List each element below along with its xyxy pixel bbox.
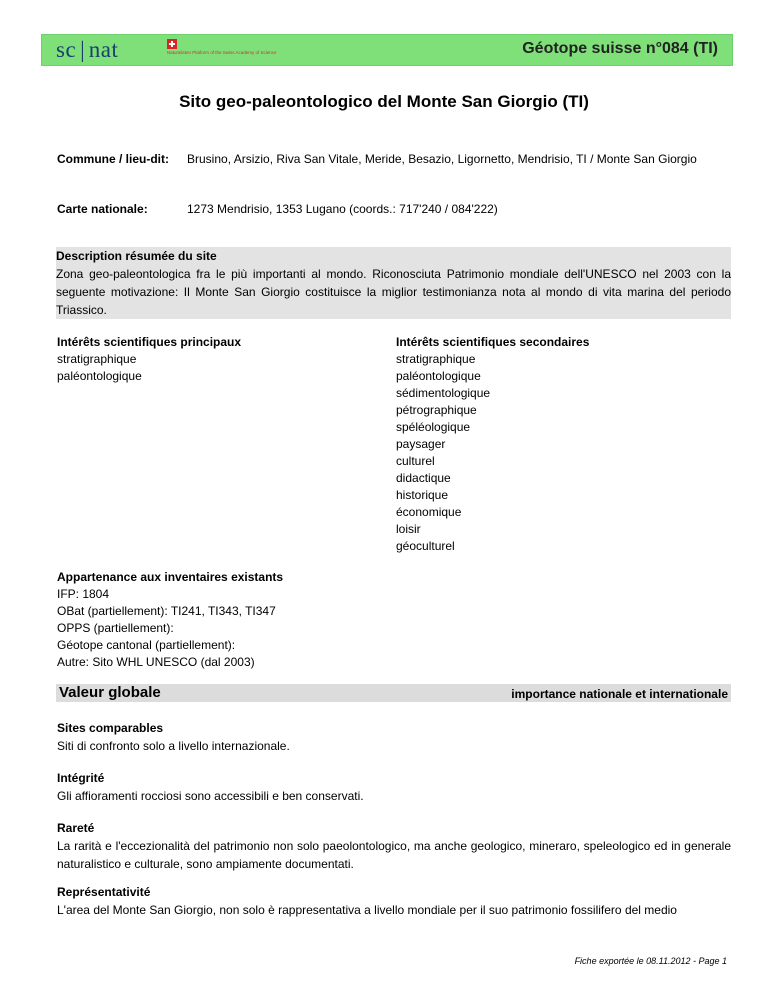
sites-comparables-section <box>57 719 731 755</box>
list-item: OBat (partiellement): TI241, TI343, TI347 <box>57 604 276 618</box>
inventaires-title: Appartenance aux inventaires existants <box>57 570 284 584</box>
list-item: stratigraphique <box>396 352 476 366</box>
list-item: Autre: Sito WHL UNESCO (dal 2003) <box>57 655 255 669</box>
interets-secondaires-title: Intérêts scientifiques secondaires <box>396 335 590 349</box>
geotope-number: Géotope suisse n°084 (TI) <box>522 40 718 57</box>
list-item: didactique <box>396 471 451 485</box>
integrite-section <box>57 769 731 805</box>
commune-value: Brusino, Arsizio, Riva San Vitale, Meride, Besazio, Ligornetto, Mendrisio, TI / Monte San Giorgio <box>187 152 697 166</box>
interets-principaux-title: Intérêts scientifiques principaux <box>57 335 242 349</box>
rarete-title: Rareté <box>57 821 95 835</box>
sites-comparables-title: Sites comparables <box>57 721 164 735</box>
list-item: culturel <box>396 454 435 468</box>
interets-secondaires <box>396 334 726 555</box>
logo-subtitle: Naturalisten Platform of the Swiss Academy of Science <box>167 50 277 55</box>
list-item: IFP: 1804 <box>57 587 110 601</box>
representativite-text: L'area del Monte San Giorgio, non solo è rappresentativa a livello mondiale per il suo patrimonio fossilifero del medio <box>57 903 677 917</box>
list-item: Géotope cantonal (partiellement): <box>57 638 236 652</box>
inventaires <box>57 569 457 671</box>
list-item: pétrographique <box>396 403 477 417</box>
list-item: paysager <box>396 437 446 451</box>
rarete-text: La rarità e l'eccezionalità del patrimonio non solo paeolontologico, ma anche geologico, mineraro, speleologico ed in generale naturalistico e culturale, sono ampiamente documentati. <box>57 839 731 871</box>
list-item: loisir <box>396 522 421 536</box>
list-item: spéléologique <box>396 420 471 434</box>
representativite-section <box>57 883 731 919</box>
interets-principaux <box>57 334 377 385</box>
commune-label: Commune / lieu-dit: <box>57 152 169 166</box>
valeur-globale-value: importance nationale et internationale <box>511 687 728 701</box>
carte-value: 1273 Mendrisio, 1353 Lugano (coords.: 717'240 / 084'222) <box>187 202 498 216</box>
list-item: OPPS (partiellement): <box>57 621 174 635</box>
logo-text-left: sc <box>56 37 77 62</box>
description-text: Zona geo-paleontologica fra le più importanti al mondo. Riconosciuta Patrimonio mondiale dell'UNESCO nel 2003 con la seguente motivazione: Il Monte San Giorgio costituisce la miglior testimonianza nota al mondo di vita marina del periodo Triassico. <box>56 267 731 317</box>
valeur-globale-title: Valeur globale <box>59 684 161 701</box>
integrite-title: Intégrité <box>57 771 105 785</box>
header-bar <box>41 34 733 66</box>
list-item: sédimentologique <box>396 386 491 400</box>
integrite-text: Gli affioramenti rocciosi sono accessibili e ben conservati. <box>57 789 364 803</box>
list-item: géoculturel <box>396 539 455 553</box>
carte-label: Carte nationale: <box>57 202 148 216</box>
description-title: Description résumée du site <box>56 249 217 263</box>
description-box <box>56 247 731 319</box>
list-item: paléontologique <box>396 369 481 383</box>
rarete-section <box>57 819 731 873</box>
representativite-title: Représentativité <box>57 885 151 899</box>
sites-comparables-text: Siti di confronto solo a livello internazionale. <box>57 739 290 753</box>
list-item: économique <box>396 505 462 519</box>
page-footer: Fiche exportée le 08.11.2012 - Page 1 <box>574 956 727 966</box>
logo-separator: | <box>80 37 85 62</box>
swiss-cross-icon <box>167 39 177 49</box>
list-item: historique <box>396 488 449 502</box>
scnat-logo <box>56 38 118 62</box>
list-item: stratigraphique <box>57 352 137 366</box>
valeur-globale-bar <box>56 684 731 702</box>
page-title: Sito geo-paleontologico del Monte San Giorgio (TI) <box>179 92 589 111</box>
list-item: paléontologique <box>57 369 142 383</box>
logo-text-right: nat <box>88 37 119 62</box>
